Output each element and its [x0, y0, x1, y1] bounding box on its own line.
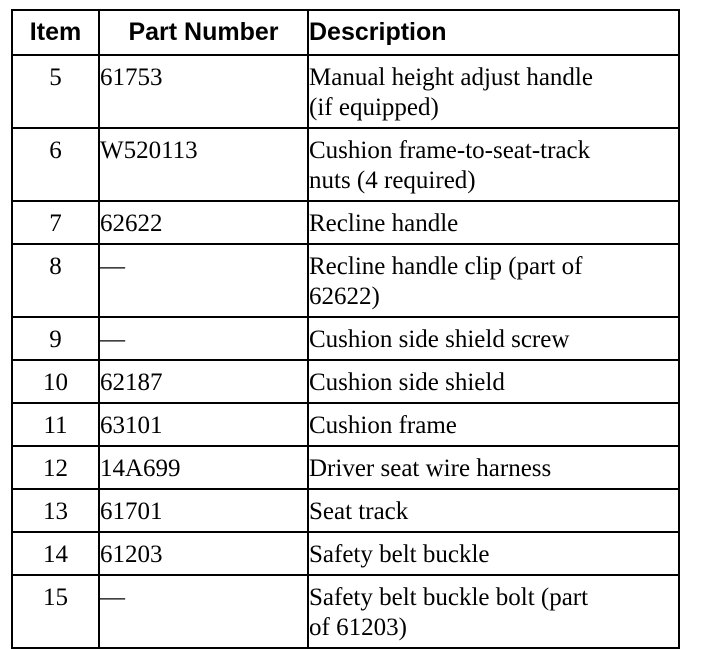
- part-number-cell: W520113: [99, 128, 308, 201]
- description-line: Driver seat wire harness: [309, 455, 552, 482]
- part-number-cell: —: [99, 317, 308, 360]
- item-cell: 15: [12, 575, 99, 648]
- description-line: (if equipped): [309, 94, 439, 121]
- description-line: 62622): [309, 283, 380, 310]
- part-number-cell: 14A699: [99, 446, 308, 489]
- description-line: of 61203): [309, 614, 407, 641]
- description-cell: [308, 532, 679, 575]
- part-number-cell: 61753: [99, 55, 308, 128]
- description-cell: [308, 446, 679, 489]
- table-row: [12, 575, 679, 648]
- table-row: [12, 244, 679, 317]
- table-row: [12, 128, 679, 201]
- part-number-cell: 62187: [99, 360, 308, 403]
- parts-table: [11, 9, 680, 649]
- description-line: Seat track: [309, 498, 409, 525]
- description-cell: [308, 317, 679, 360]
- item-cell: 14: [12, 532, 99, 575]
- table-row: [12, 446, 679, 489]
- table-row: [12, 403, 679, 446]
- description-line: Recline handle clip (part of: [309, 253, 583, 280]
- description-cell: [308, 360, 679, 403]
- description-line: Manual height adjust handle: [309, 64, 593, 91]
- description-cell: [308, 575, 679, 648]
- description-line: Cushion side shield: [309, 369, 505, 396]
- part-number-cell: 63101: [99, 403, 308, 446]
- table-body: [12, 55, 679, 648]
- part-number-cell: —: [99, 244, 308, 317]
- description-line: nuts (4 required): [309, 167, 476, 194]
- description-cell: [308, 489, 679, 532]
- description-line: Cushion side shield screw: [309, 326, 570, 353]
- item-cell: 7: [12, 201, 99, 244]
- description-cell: [308, 244, 679, 317]
- description-line: Safety belt buckle: [309, 541, 490, 568]
- description-line: Recline handle: [309, 210, 459, 237]
- header-row: [12, 10, 679, 55]
- part-number-cell: 61701: [99, 489, 308, 532]
- item-cell: 8: [12, 244, 99, 317]
- description-cell: [308, 128, 679, 201]
- table-row: [12, 55, 679, 128]
- item-cell: 12: [12, 446, 99, 489]
- header-description: Description: [308, 10, 679, 55]
- table-row: [12, 489, 679, 532]
- description-cell: [308, 403, 679, 446]
- part-number-cell: 61203: [99, 532, 308, 575]
- item-cell: 11: [12, 403, 99, 446]
- description-line: Cushion frame-to-seat-track: [309, 137, 591, 164]
- part-number-cell: —: [99, 575, 308, 648]
- description-cell: [308, 55, 679, 128]
- header-item: Item: [12, 10, 99, 55]
- description-line: Cushion frame: [309, 412, 457, 439]
- table-row: [12, 201, 679, 244]
- part-number-cell: 62622: [99, 201, 308, 244]
- description-line: Safety belt buckle bolt (part: [309, 584, 589, 611]
- description-cell: [308, 201, 679, 244]
- item-cell: 5: [12, 55, 99, 128]
- item-cell: 10: [12, 360, 99, 403]
- item-cell: 13: [12, 489, 99, 532]
- item-cell: 6: [12, 128, 99, 201]
- header-part-number: Part Number: [99, 10, 308, 55]
- item-cell: 9: [12, 317, 99, 360]
- table-row: [12, 360, 679, 403]
- table-row: [12, 532, 679, 575]
- table-row: [12, 317, 679, 360]
